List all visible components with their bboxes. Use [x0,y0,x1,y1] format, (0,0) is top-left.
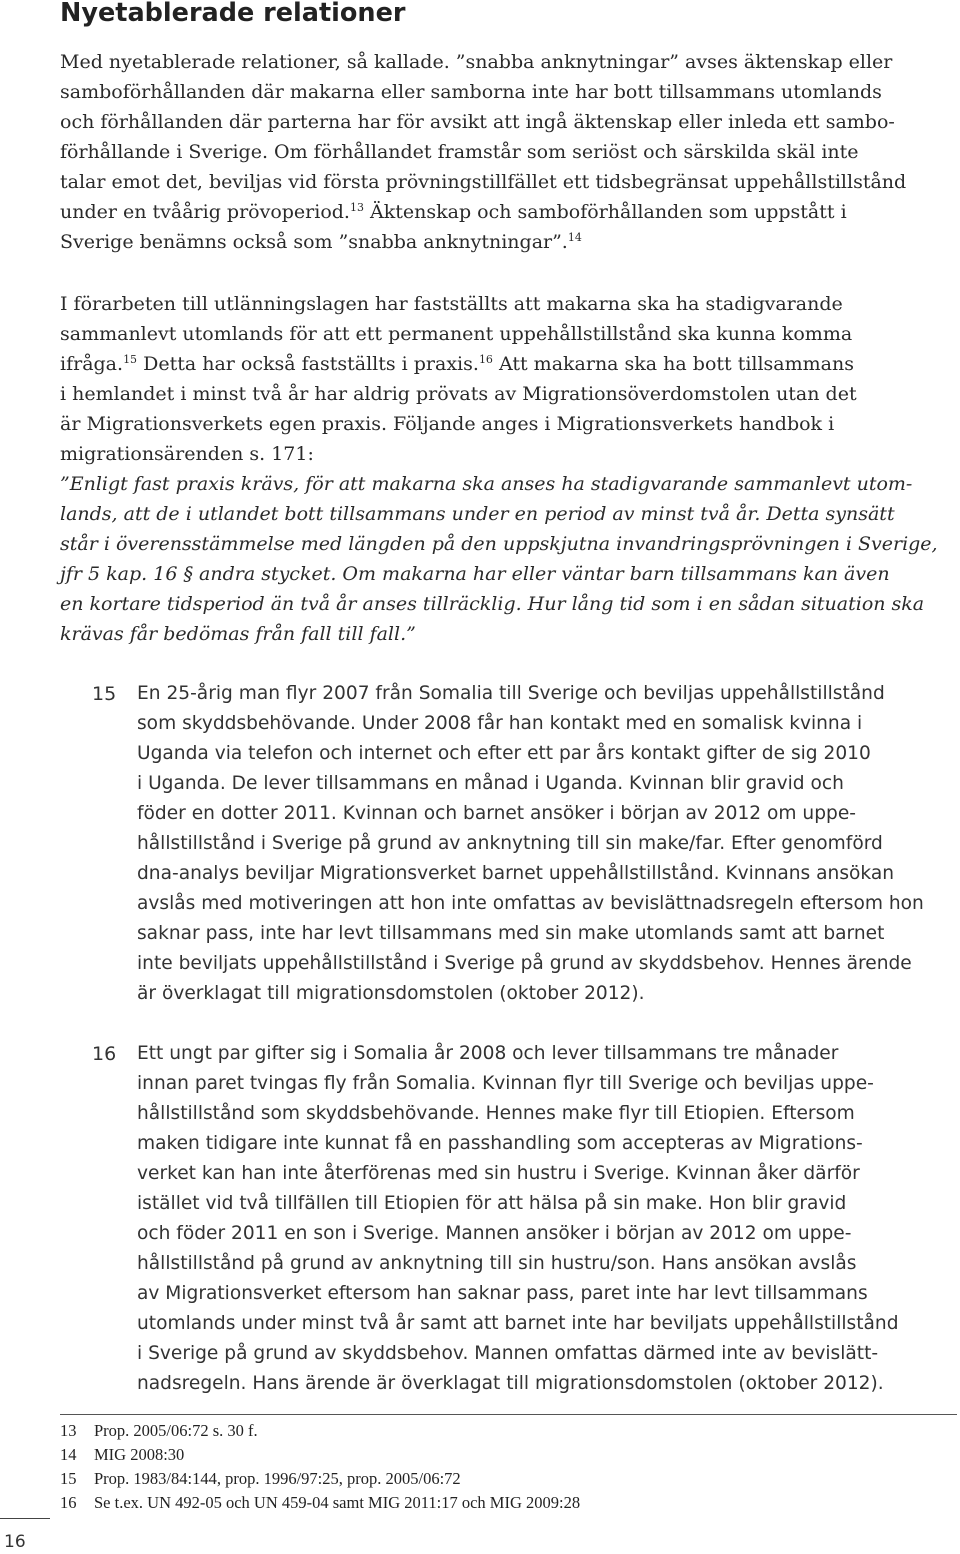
page-number-rule [0,1518,50,1519]
example-line: hållstillstånd som skyddsbehövande. Hennes make flyr till Etiopien. Eftersom [137,1103,855,1124]
footnote-text: Prop. 2005/06:72 s. 30 f. [94,1421,258,1440]
footnote-ref: 13 [349,201,364,214]
example-line: som skyddsbehövande. Under 2008 får han kontakt med en somalisk kvinna i [137,713,863,734]
footnote-separator [60,1414,957,1415]
example-line: istället vid två tillfällen till Etiopien för att hälsa på sin make. Hon blir gravid [137,1193,847,1214]
footnote-number: 16 [60,1493,77,1512]
quote-line: ”Enligt fast praxis krävs, för att makarna ska anses ha stadigvarande sammanlevt utom- [60,473,913,495]
quote-line: krävas får bedömas från fall till fall.” [60,623,416,645]
paragraph-1-line: under en tvåårig prövoperiod.$^{13}$ Äktenskap och samboförhållanden som uppstått i [60,201,847,223]
paragraph-1-line: Sverige benämns också som ”snabba anknytningar”.$^{14}$ [60,231,582,253]
quote-line: lands, att de i utlandet bott tillsammans under en period av minst två år. Detta synsätt [60,503,895,525]
example-line: är överklagat till migrationsdomstolen (oktober 2012). [137,983,645,1004]
paragraph-2-line: ifråga.$^{15}$ Detta har också fastställts i praxis.$^{16}$ Att makarna ska ha bott tillsammans [60,353,854,375]
paragraph-1-line: talar emot det, beviljas vid första prövningstillfället ett tidsbegränsat uppehållstillstånd [60,171,907,193]
example-line: i Sverige på grund av skyddsbehov. Mannen omfattas därmed inte av bevislätt- [137,1343,879,1364]
example-line: Uganda via telefon och internet och efter ett par års kontakt gifter de sig 2010 [137,743,871,764]
example-line: dna-analys beviljar Migrationsverket barnet uppehållstillstånd. Kvinnans ansökan [137,863,895,884]
example-line: verket kan han inte återförenas med sin hustru i Sverige. Kvinnan åker därför [137,1163,860,1184]
example-line: föder en dotter 2011. Kvinnan och barnet ansöker i början av 2012 om uppe- [137,803,856,824]
quote-line: en kortare tidsperiod än två år anses tillräcklig. Hur lång tid som i en sådan situation ska [60,593,925,615]
page-number: 16 [4,1532,26,1552]
quote-line: står i överensstämmelse med längden på den uppskjutna invandringsprövningen i Sverige, [60,533,938,555]
paragraph-2-line: sammanlevt utomlands för att ett permanent uppehållstillstånd ska kunna komma [60,323,853,345]
footnote-number: 14 [60,1445,77,1464]
paragraph-2-line: I förarbeten till utlänningslagen har fastställts att makarna ska ha stadigvarande [60,293,843,315]
footnote-number: 13 [60,1421,77,1440]
footnote-ref: 16 [478,353,493,366]
paragraph-1-line: och förhållanden där parterna har för avsikt att ingå äktenskap eller inleda ett sambo- [60,111,895,133]
example-number: 16 [92,1043,117,1065]
example-line: hållstillstånd i Sverige på grund av anknytning till sin make/far. Efter genomförd [137,833,883,854]
example-line: utomlands under minst två år samt att barnet inte har beviljats uppehållstillstånd [137,1313,899,1334]
section-heading: Nyetablerade relationer [60,0,406,28]
example-number: 15 [92,683,117,705]
footnote-text: MIG 2008:30 [94,1445,185,1464]
example-line: nadsregeln. Hans ärende är överklagat till migrationsdomstolen (oktober 2012). [137,1373,884,1394]
example-line: inte beviljats uppehållstillstånd i Sverige på grund av skyddsbehov. Hennes ärende [137,953,912,974]
paragraph-2-line: är Migrationsverkets egen praxis. Följande anges i Migrationsverkets handbok i [60,413,835,435]
example-line: saknar pass, inte har levt tillsammans med sin make utomlands samt att barnet [137,923,885,944]
example-line: En 25-årig man flyr 2007 från Somalia till Sverige och beviljas uppehållstillstånd [137,683,885,704]
footnote-text: Se t.ex. UN 492-05 och UN 459-04 samt MIG 2011:17 och MIG 2009:28 [94,1493,581,1512]
quote-line: jfr 5 kap. 16 § andra stycket. Om makarna har eller väntar barn tillsammans kan även [60,563,890,585]
example-line: hållstillstånd på grund av anknytning till sin hustru/son. Hans ansökan avslås [137,1253,857,1274]
paragraph-1-line: samboförhållanden där makarna eller samborna inte har bott tillsammans utomlands [60,81,882,103]
paragraph-1-line: Med nyetablerade relationer, så kallade. ”snabba anknytningar” avses äktenskap eller [60,51,893,73]
example-line: Ett ungt par gifter sig i Somalia år 2008 och lever tillsammans tre månader [137,1043,839,1064]
example-line: och föder 2011 en son i Sverige. Mannen ansöker i början av 2012 om uppe- [137,1223,852,1244]
footnote-number: 15 [60,1469,77,1488]
footnote-text: Prop. 1983/84:144, prop. 1996/97:25, prop. 2005/06:72 [94,1469,461,1488]
example-line: av Migrationsverket eftersom han saknar pass, paret inte har levt tillsammans [137,1283,868,1304]
paragraph-1-line: förhållande i Sverige. Om förhållandet framstår som seriöst och särskilda skäl inte [60,141,859,163]
footnote-ref: 15 [123,353,138,366]
footnote-ref: 14 [567,231,582,244]
example-line: i Uganda. De lever tillsammans en månad i Uganda. Kvinnan blir gravid och [137,773,844,794]
example-line: maken tidigare inte kunnat få en passhandling som accepteras av Migrations- [137,1133,863,1154]
paragraph-2-line: migrationsärenden s. 171: [60,443,314,465]
paragraph-2-line: i hemlandet i minst två år har aldrig prövats av Migrationsöverdomstolen utan det [60,383,857,405]
example-line: avslås med motiveringen att hon inte omfattas av bevislättnadsregeln eftersom hon [137,893,924,914]
example-line: innan paret tvingas fly från Somalia. Kvinnan flyr till Sverige och beviljas uppe- [137,1073,874,1094]
